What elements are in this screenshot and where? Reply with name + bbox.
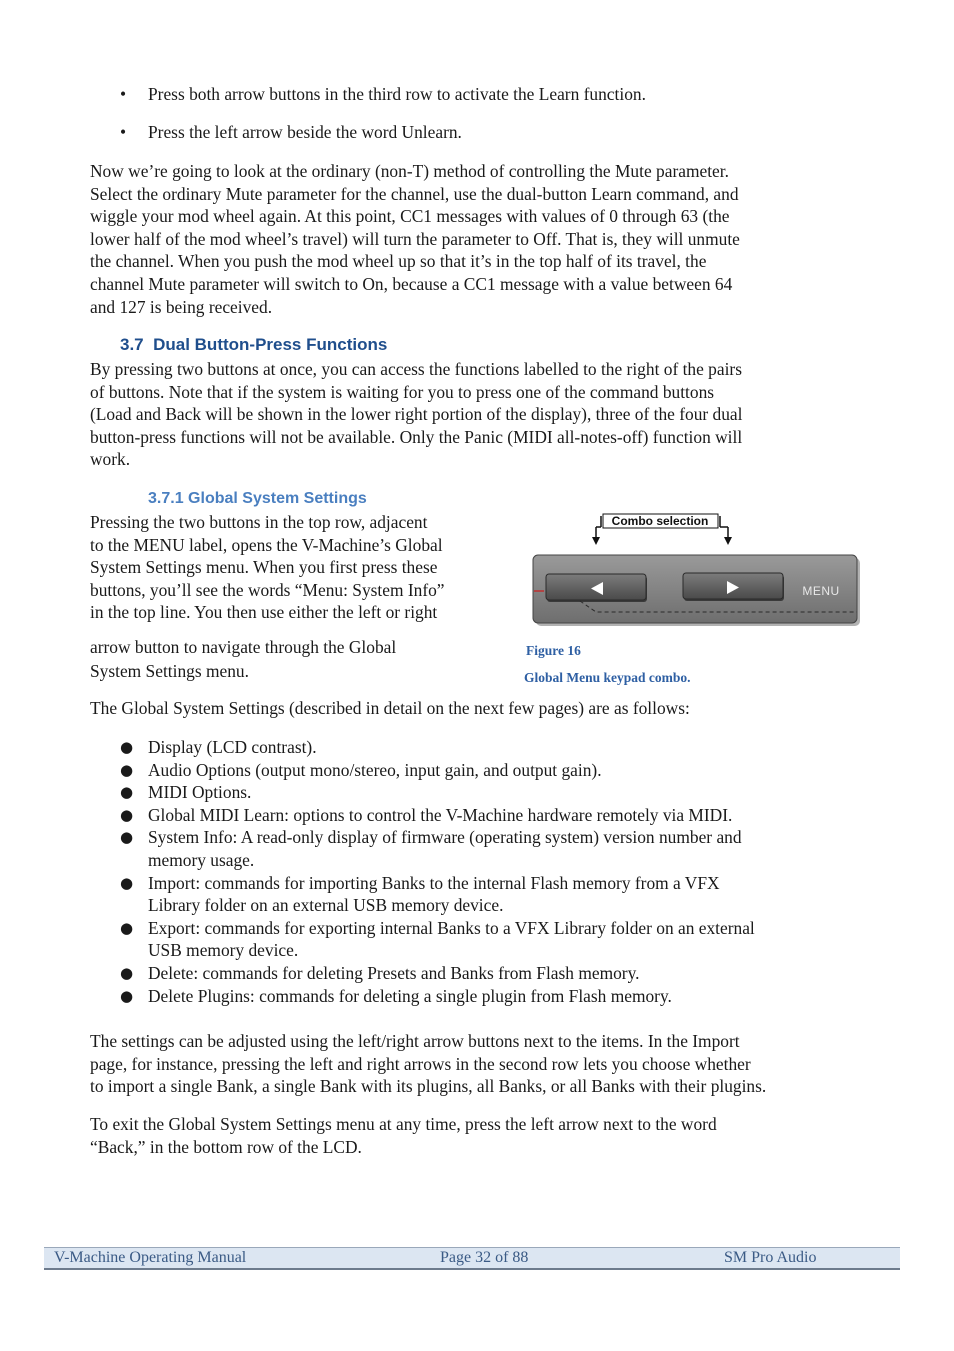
list-item xyxy=(120,736,880,759)
list-bullet: ● xyxy=(120,873,134,892)
text-line: Delete Plugins: commands for deleting a single plugin from Flash memory. xyxy=(148,985,672,1006)
text-line: lower half of the mod wheel’s travel) will turn the parameter to Off. That is, they will unmute xyxy=(90,228,740,249)
text-line: Pressing the two buttons in the top row, adjacent xyxy=(90,512,428,532)
text-line: System Settings menu. When you first press these xyxy=(90,557,438,578)
text-line: button-press functions will not be available. Only the Panic (MIDI all-notes-off) function will xyxy=(90,426,743,447)
paragraph-list-intro: The Global System Settings (described in detail on the next few pages) are as follows: xyxy=(90,698,690,718)
text-line: the channel. When you push the mod wheel up so that it’s in the top half of its travel, the xyxy=(90,251,707,272)
list-item xyxy=(120,985,880,1008)
text-line: Display (LCD contrast). xyxy=(148,737,317,757)
bullet-text: Press both arrow buttons in the third row to activate the Learn function. xyxy=(148,84,646,104)
text-line: and 127 is being received. xyxy=(90,296,273,317)
footer-page-number: Page 32 of 88 xyxy=(440,1249,529,1266)
text-line: to import a single Bank, a single Bank with its plugins, all Banks, or all Banks with their plugins. xyxy=(90,1076,767,1097)
text-line: wiggle your mod wheel again. At this point, CC1 messages with values of 0 through 63 (the xyxy=(90,206,730,227)
figure-number: Figure 16 xyxy=(526,643,581,658)
text-line: Audio Options (output mono/stereo, input gain, and output gain). xyxy=(148,759,602,780)
list-item xyxy=(120,804,880,827)
text-line: By pressing two buttons at once, you can access the functions labelled to the right of the pairs xyxy=(90,359,742,379)
page-footer xyxy=(44,1247,900,1270)
list-bullet: ● xyxy=(120,918,134,937)
subsection-number: 3.7.1 xyxy=(148,490,184,507)
bullet-marker: • xyxy=(120,84,127,104)
text-line: System Info: A read-only display of firmware (operating system) version number and xyxy=(148,827,742,848)
figure-caption: Global Menu keypad combo. xyxy=(524,670,691,685)
paragraph-mute xyxy=(90,160,880,318)
section-number: 3.7 xyxy=(120,335,144,354)
text-line: System Settings menu. xyxy=(90,661,249,681)
paragraph-dual-button xyxy=(90,358,880,471)
paragraph-global-settings-cont xyxy=(90,635,510,683)
list-item xyxy=(120,917,880,962)
list-bullet: ● xyxy=(120,828,134,847)
text-line: “Back,” in the bottom row of the LCD. xyxy=(90,1136,362,1157)
text-line: Export: commands for exporting internal Banks to a VFX Library folder on an external xyxy=(148,917,755,938)
list-bullet: ● xyxy=(120,760,134,779)
paragraph-exit xyxy=(90,1113,880,1158)
list-item xyxy=(120,872,880,917)
subsection-heading xyxy=(148,488,367,511)
list-item xyxy=(120,759,880,782)
list-item xyxy=(120,826,880,871)
bullet-text: Press the left arrow beside the word Unlearn. xyxy=(148,122,462,142)
text-line: memory usage. xyxy=(148,849,255,870)
section-title: Dual Button-Press Functions xyxy=(153,335,388,354)
subsection-title: Global System Settings xyxy=(188,490,367,507)
text-line: in the top line. You then use either the left or right xyxy=(90,602,438,623)
text-line: page, for instance, pressing the left and right arrows in the second row lets you choose whether xyxy=(90,1053,751,1074)
list-bullet: ● xyxy=(120,986,134,1005)
bullet-marker: • xyxy=(120,122,127,142)
settings-list xyxy=(120,736,880,1007)
text-line: To exit the Global System Settings menu at any time, press the left arrow next to the word xyxy=(90,1114,717,1134)
list-bullet: ● xyxy=(120,963,134,982)
footer-company: SM Pro Audio xyxy=(724,1249,817,1266)
list-item xyxy=(120,781,880,804)
keypad-illustration xyxy=(520,505,870,635)
text-line: Delete: commands for deleting Presets and Banks from Flash memory. xyxy=(148,962,640,983)
text-line: buttons, you’ll see the words “Menu: System Info” xyxy=(90,579,445,600)
text-line: MIDI Options. xyxy=(148,782,252,803)
text-line: (Load and Back will be shown in the lower right portion of the display), three of the four dual xyxy=(90,404,743,425)
section-heading xyxy=(120,334,387,357)
list-bullet: ● xyxy=(120,783,134,802)
text-line: Import: commands for importing Banks to the internal Flash memory from a VFX xyxy=(148,872,720,893)
list-bullet: ● xyxy=(120,805,134,824)
text-line: Library folder on an external USB memory device. xyxy=(148,895,504,916)
figure-keypad-combo xyxy=(520,505,870,635)
text-line: USB memory device. xyxy=(148,940,299,961)
text-line: channel Mute parameter will switch to On, because a CC1 message with a value between 64 xyxy=(90,273,733,294)
list-item xyxy=(120,962,880,985)
footer-manual-title: V-Machine Operating Manual xyxy=(54,1249,247,1266)
text-line: to the MENU label, opens the V-Machine’s Global xyxy=(90,534,443,555)
text-line: of buttons. Note that if the system is waiting for you to press one of the command buttons xyxy=(90,381,715,402)
text-line: Now we’re going to look at the ordinary (non-T) method of controlling the Mute parameter. xyxy=(90,161,729,181)
text-line: Global MIDI Learn: options to control the V-Machine hardware remotely via MIDI. xyxy=(148,804,733,825)
menu-label: MENU xyxy=(802,584,840,598)
paragraph-adjust xyxy=(90,1030,890,1098)
text-line: Select the ordinary Mute parameter for the channel, use the dual-button Learn command, and xyxy=(90,183,739,204)
paragraph-global-settings xyxy=(90,511,510,624)
text-line: work. xyxy=(90,449,131,470)
list-bullet: ● xyxy=(120,738,134,756)
text-line: arrow button to navigate through the Global xyxy=(90,637,397,657)
callout-label: Combo selection xyxy=(611,514,709,528)
text-line: The settings can be adjusted using the left/right arrow buttons next to the items. In the Import xyxy=(90,1031,740,1051)
